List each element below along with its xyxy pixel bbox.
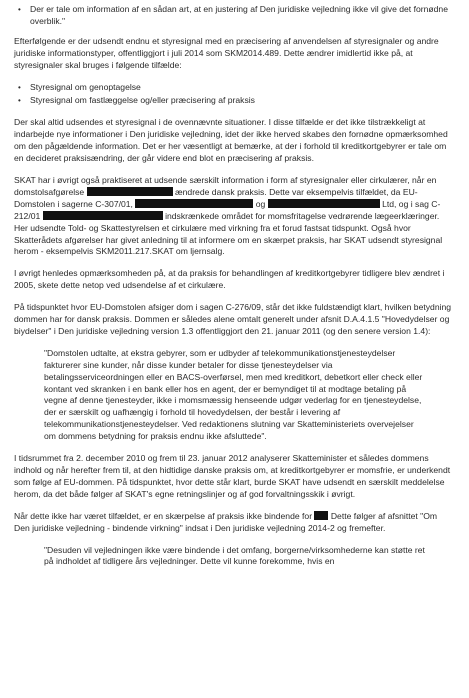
- paragraph-5: På tidspunktet hvor EU-Domstolen afsiger dom i sagen C-276/09, står det ikke fuldstændigt klart, hvilken betydning dommen har for dansk praksis. Dommen er således alene omtalt generelt under afsnit D.A.4.1.5 "Hovedydelser og biydelser" i Den juridiske vejledning version 1.3 offentliggjort den 21. januar 2011 (og den senere version 1.4):: [14, 302, 452, 336]
- paragraph-6: I tidsrummet fra 2. december 2010 og frem til 23. januar 2012 analyserer Skatteminister et således dommens indhold og når herefter frem til, at den hidtidige danske praksis om, at kreditkortgebyrer er momsfrie, er underkendt som følge af EU-dommen. På tidspunktet, hvor dette står klart, burde SKAT have udsendt en særskilt meddelelse herom, da det både følger af SKAT's egne retningslinjer og af god forvaltningsskik i øvrigt.: [14, 453, 451, 499]
- quote-vejledning: "Desuden vil vejledningen ikke være bindende i det omfang, borgerne/virksomhederne kan støtte ret på indholdet af tidligere års vejledninger. Dette vil kunne forekomme, hvis en: [44, 544, 425, 567]
- paragraph-3-part-d: Ltd, og i sag C-212/01: [14, 198, 441, 221]
- list-item: [14, 82, 455, 94]
- paragraph-3-part-b: ændrede dansk praksis. Dette var eksempelvis tilfældet, da EU-Domstolen i sagerne C-307/01,: [14, 186, 418, 209]
- bullet-marker: •: [18, 82, 21, 92]
- paragraph-3-part-e: indskrænkede området for momsfritagelse vedrørende lægeerklæringer. Her udsendte Told- og Skattestyrelsen et cirkulære med virkning fra et forud fastsat tidspunkt. Også hvor Skatterådets afgørelser har givet anledning til at informere om en skærpet praksis, har SKAT udsendt styresignal herom - eksempelvis SKM2011.217.SKAT om ljernsalg.: [14, 210, 443, 257]
- redaction-bar: [87, 187, 173, 196]
- paragraph-3-part-a: SKAT har i øvrigt også praktiseret at udsende særskilt information i form af styresignaler eller cirkulærer, når en domstolsafgørelse: [14, 174, 437, 197]
- paragraph-1: Efterfølgende er der udsendt endnu et styresignal med en præcisering af anvendelsen af styresignaler og andre juridiske informationstyper, offentliggjort i juli 2014 som SKM2014.489. Dette ændrer imidlertid ikke på, at styresignaler skal bruges i følgende tilfælde:: [14, 35, 439, 70]
- paragraph-7-part-a: Når dette ikke har været tilfældet, er en skærpelse af praksis ikke bindende for: [14, 510, 313, 521]
- paragraph-3: [14, 175, 455, 258]
- bullet-item: [14, 4, 455, 28]
- quote-domstolen: "Domstolen udtalte, at ekstra gebyrer, som er udbyder af telekommunikationstjenesteydelser fakturerer sine kunder, når disse kunder betaler for disse tjenesteydelser via betalingsserviceordningen eller en BACS-overførsel, men med kreditkort, debetkort eller check eller kontant ved skranken i en bank eller hos en agent, der er bemyndiget til at modtage betaling på vegne af denne tjenesteyder, ikke i momsmæssig henseende udgør vederlag for en tjenesteydelse, der er særskilt og uafhængig i forhold til hovedydelsen, der består i levering af telekommunikationstjenesteydelser. Ved redaktionens slutning var Skatteministeriets overvejelser om dommens betydning for praksis endnu ikke afsluttede".: [44, 347, 423, 442]
- paragraph-7-part-b: Dette følger af afsnittet "Om Den juridiske vejledning - bindende virkning" indsat i Den juridiske vejledning 2014-2 og fremefter.: [14, 510, 438, 533]
- redaction-bar: [135, 199, 253, 208]
- redaction-bar: [314, 511, 328, 520]
- paragraph-3-part-c: og: [255, 198, 266, 209]
- paragraph-2: Der skal altid udsendes et styresignal i de ovennævnte situationer. I disse tilfælde er det ikke tilstrækkeligt at indarbejde nye informationer i Den juridiske vejledning, idet der ikke herved skabes den fornødne opmærksomhed om den pågældende information. Det er her væsentligt at bemærke, at der i forhold til kreditkortgebyrer er tale om en decideret praksisændring, der går videre end blot en præcisering af praksis.: [14, 117, 448, 164]
- bullet-text: Der er tale om information af en sådan art, at en justering af Den juridiske vejledning ikke vil give det fornødne overblik.": [30, 4, 448, 26]
- paragraph-4: I øvrigt henledes opmærksomheden på, at da praksis for behandlingen af kreditkortgebyrer tidligere blev ændret i 2005, skete dette netop ved udsendelse af et cirkulære.: [14, 268, 445, 291]
- styresignal-list: [14, 82, 455, 108]
- list-item-text: Styresignal om genoptagelse: [30, 81, 141, 92]
- bullet-marker: •: [18, 5, 21, 14]
- redaction-bar: [268, 199, 380, 208]
- bullet-marker: •: [18, 96, 21, 106]
- paragraph-7: [14, 511, 455, 535]
- list-item: [14, 95, 455, 107]
- list-item-text: Styresignal om fastlæggelse og/eller præcisering af praksis: [30, 95, 255, 106]
- redaction-bar: [43, 211, 163, 220]
